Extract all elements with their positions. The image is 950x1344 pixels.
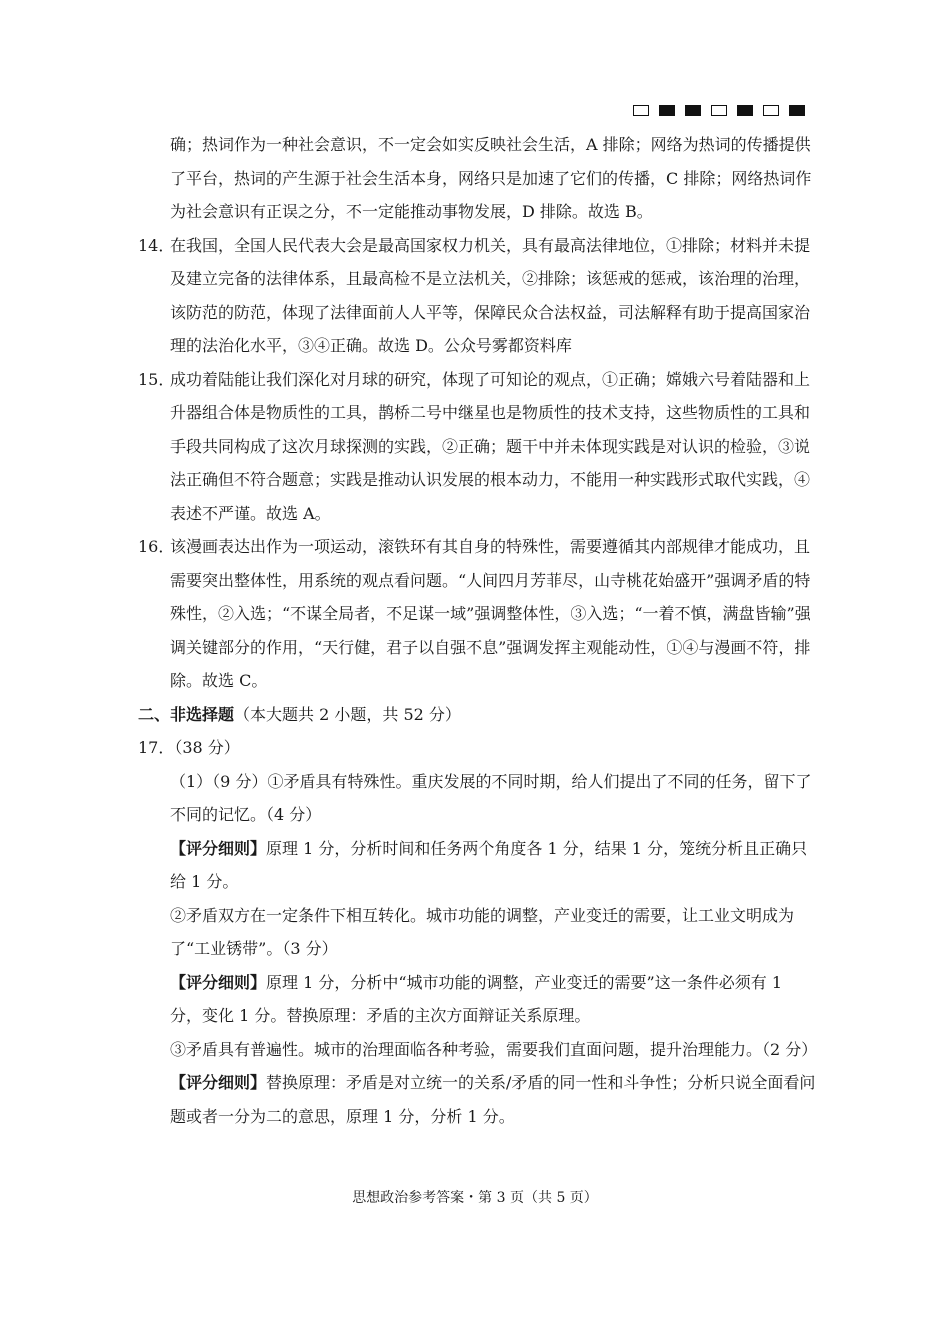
scoring-rule-3 bbox=[138, 1066, 818, 1133]
scoring-rule-text: 原理 1 分，分析中“城市功能的调整，产业变迁的需要”这一条件必须有 1 分，变化 1 分。替换原理：矛盾的主次方面辩证关系原理。 bbox=[170, 972, 782, 1025]
answer-content bbox=[138, 128, 818, 1133]
scoring-rule-2 bbox=[138, 966, 818, 1033]
scoring-rule-label: 【评分细则】 bbox=[170, 1073, 267, 1092]
answer-17-part2: ②矛盾双方在一定条件下相互转化。城市功能的调整，产业变迁的需要，让工业文明成为了“工业锈带”。（3 分） bbox=[170, 905, 795, 958]
answer-16 bbox=[138, 530, 818, 698]
answer-text: 在我国，全国人民代表大会是最高国家权力机关，具有最高法律地位，①排除；材料并未提及建立完备的法律体系，且最高检不是立法机关，②排除；该惩戒的惩戒，该治理的治理，该防范的防范，体现了法律面前人人平等，保障民众合法权益，司法解释有助于提高国家治理的法治化水平，③④正确。故选 D。公众号雾都资料库 bbox=[170, 235, 811, 355]
answer-text: 该漫画表达出作为一项运动，滚铁环有其自身的特殊性，需要遵循其内部规律才能成功，且需要突出整体性，用系统的观点看问题。“人间四月芳菲尽，山寺桃花始盛开”强调矛盾的特殊性，②入选；“不谋全局者，不足谋一域”强调整体性，③入选；“一着不慎，满盘皆输”强调关键部分的作用，“天行健，君子以自强不息”强调发挥主观能动性，①④与漫画不符，排除。故选 C。 bbox=[170, 537, 811, 690]
question-17-heading: 17．（38 分） bbox=[138, 738, 240, 757]
section-note: （本大题共 2 小题，共 52 分） bbox=[234, 704, 461, 724]
answer-13-continuation: 确；热词作为一种社会意识，不一定会如实反映社会生活，A 排除；网络为热词的传播提供了平台，热词的产生源于社会生活本身，网络只是加速了它们的传播，C 排除；网络热词作为社会意识有正误之分，不一定能推动事物发展，D 排除。故选 B。 bbox=[170, 135, 812, 221]
scoring-rule-label: 【评分细则】 bbox=[170, 838, 267, 858]
corner-mark bbox=[789, 105, 805, 116]
corner-mark bbox=[737, 105, 753, 116]
answer-17-part3: ③矛盾具有普遍性。城市的治理面临各种考验，需要我们直面问题，提升治理能力。（2 分） bbox=[170, 1039, 818, 1059]
section-heading bbox=[138, 698, 818, 732]
answer-text: 成功着陆能让我们深化对月球的研究，体现了可知论的观点，①正确；嫦娥六号着陆器和上升器组合体是物质性的工具，鹊桥二号中继星也是物质性的技术支持，这些物质性的工具和手段共同构成了这次月球探测的实践，②正确；题干中并未体现实践是对认识的检验，③说法正确但不符合题意；实践是推动认识发展的根本动力，不能用一种实践形式取代实践，④表述不严谨。故选 A。 bbox=[170, 369, 811, 523]
corner-mark bbox=[711, 105, 727, 116]
question-number: 16． bbox=[138, 537, 175, 556]
page-corner-marks bbox=[633, 105, 805, 116]
answer-17-part1: （1）（9 分）①矛盾具有特殊性。重庆发展的不同时期，给人们提出了不同的任务，留下了不同的记忆。（4 分） bbox=[170, 771, 812, 824]
corner-mark bbox=[763, 105, 779, 116]
scoring-rule-text: 替换原理：矛盾是对立统一的关系/矛盾的同一性和斗争性；分析只说全面看问题或者一分为二的意思，原理 1 分，分析 1 分。 bbox=[170, 1073, 816, 1126]
question-number: 14． bbox=[138, 235, 175, 255]
corner-mark bbox=[659, 105, 675, 116]
question-number: 15． bbox=[138, 369, 175, 389]
scoring-rule-text: 原理 1 分，分析时间和任务两个角度各 1 分，结果 1 分，笼统分析且正确只给 1 分。 bbox=[170, 838, 808, 891]
answer-14 bbox=[138, 229, 818, 363]
page-footer: 思想政治参考答案・第 3 页（共 5 页） bbox=[352, 1190, 598, 1206]
answer-15 bbox=[138, 363, 818, 531]
section-title: 二、非选择题 bbox=[138, 704, 235, 724]
corner-mark bbox=[633, 105, 649, 116]
corner-mark bbox=[685, 105, 701, 116]
scoring-rule-1 bbox=[138, 832, 818, 899]
scoring-rule-label: 【评分细则】 bbox=[170, 972, 267, 992]
